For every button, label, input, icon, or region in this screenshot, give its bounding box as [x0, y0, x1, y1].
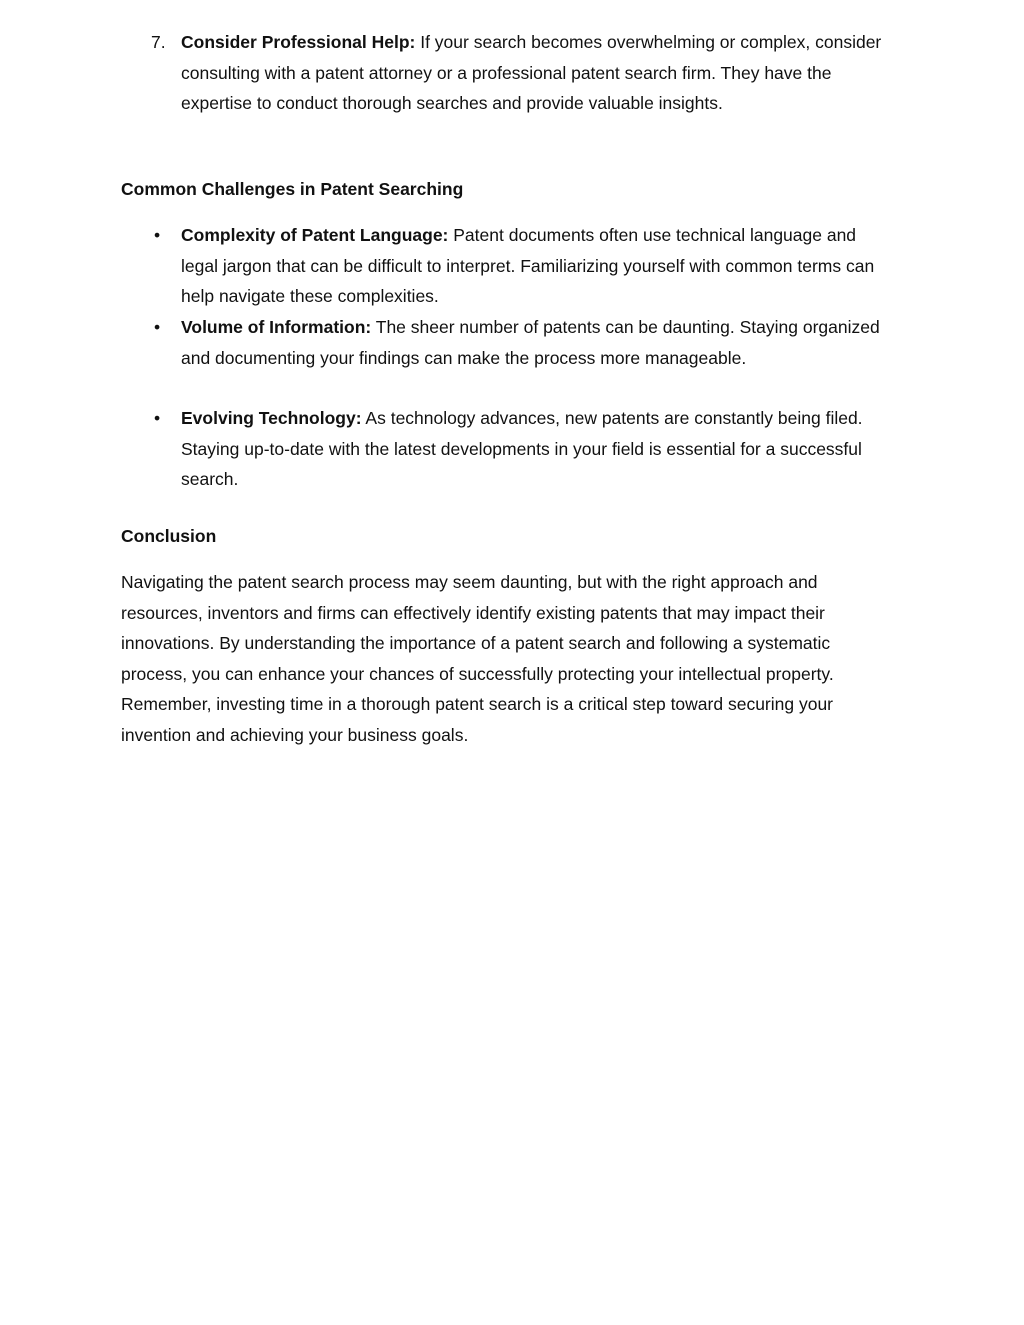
bullet-item	[181, 220, 893, 312]
bullet-marker: •	[154, 408, 161, 428]
bullet-paragraph	[181, 220, 893, 312]
list-item-label: Consider Professional Help:	[181, 32, 416, 52]
bullet-text: The sheer number of patents can be daunting. Staying organized and documenting your findings can make the process more manageable.	[181, 317, 880, 368]
conclusion-paragraph: Navigating the patent search process may seem daunting, but with the right approach and resources, inventors and firms can effectively identify existing patents that may impact their innovations. By understanding the importance of a patent search and following a systematic process, you can enhance your chances of successfully protecting your intellectual property. Remember, investing time in a thorough patent search is a critical step toward securing your invention and achieving your business goals.	[121, 572, 834, 745]
conclusion-block	[121, 567, 891, 751]
section-heading-conclusion: Conclusion	[121, 526, 217, 546]
bullet-label: Complexity of Patent Language:	[181, 225, 449, 245]
list-number: 7.	[151, 32, 166, 52]
list-item-paragraph	[181, 27, 893, 119]
section-heading-challenges: Common Challenges in Patent Searching	[121, 179, 464, 199]
bullet-marker: •	[154, 225, 161, 245]
bullet-paragraph	[181, 312, 893, 373]
numbered-list-item	[181, 27, 893, 119]
bullet-paragraph	[181, 403, 893, 495]
bullet-label: Evolving Technology:	[181, 408, 362, 428]
bullet-text: As technology advances, new patents are constantly being filed. Staying up-to-date with the latest developments in your field is essential for a successful search.	[181, 408, 863, 490]
bullet-item	[181, 403, 893, 495]
list-item-text: If your search becomes overwhelming or complex, consider consulting with a patent attorney or a professional patent search firm. They have the expertise to conduct thorough searches and provide valuable insights.	[181, 32, 882, 114]
bullet-label: Volume of Information:	[181, 317, 372, 337]
bullet-item	[181, 312, 893, 373]
bullet-text: Patent documents often use technical language and legal jargon that can be difficult to interpret. Familiarizing yourself with common terms can help navigate these complexities.	[181, 225, 875, 307]
bullet-marker: •	[154, 317, 161, 337]
